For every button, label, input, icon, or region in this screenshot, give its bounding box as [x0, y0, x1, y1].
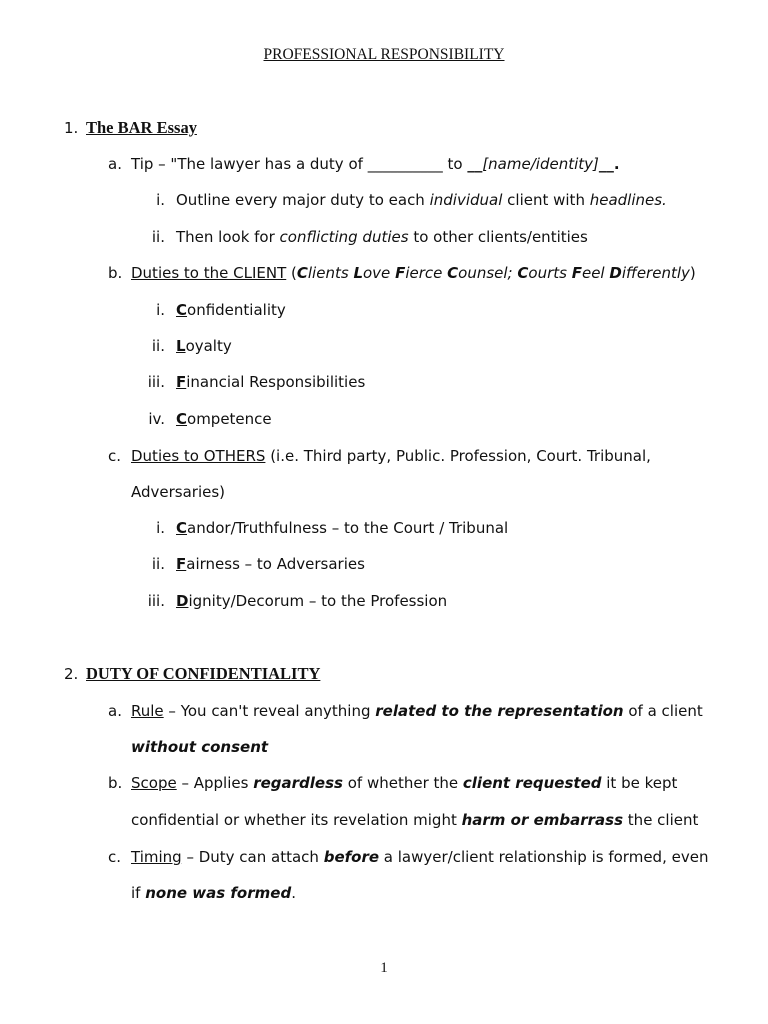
- item-1c-i-text: Candor/Truthfulness – to the Court / Tribunal: [176, 519, 509, 537]
- item-1b-text: Duties to the CLIENT (Clients Love Fierce Counsel; Courts Feel Differently): [131, 264, 696, 282]
- item-1c-ii-marker: ii.: [151, 555, 165, 573]
- item-1c-text-continued: Adversaries): [131, 483, 226, 501]
- item-1a-text: Tip – "The lawyer has a duty of __________ to __[name/identity]__.: [131, 155, 620, 173]
- item-1a-ii-marker: ii.: [151, 228, 165, 246]
- item-1c-iii-marker: iii.: [147, 592, 165, 610]
- item-1b-ii-text: Loyalty: [176, 337, 232, 355]
- item-1c-text: Duties to OTHERS (i.e. Third party, Public. Profession, Court. Tribunal,: [131, 447, 651, 465]
- item-1b-marker: b.: [108, 264, 123, 282]
- section-2-heading: DUTY OF CONFIDENTIALITY: [86, 664, 321, 683]
- item-1b-i-marker: i.: [156, 301, 165, 319]
- item-1b-i-text: Confidentiality: [176, 301, 286, 319]
- section-1-heading: The BAR Essay: [86, 118, 197, 137]
- item-1a-i-text: Outline every major duty to each individual client with headlines.: [176, 191, 667, 209]
- item-2a-text-continued: without consent: [131, 738, 269, 756]
- item-2b-marker: b.: [108, 774, 123, 792]
- item-1c-ii-text: Fairness – to Adversaries: [176, 555, 365, 573]
- section-1-number: 1.: [64, 119, 79, 137]
- item-1a-marker: a.: [108, 155, 122, 173]
- item-1a-i-marker: i.: [156, 191, 165, 209]
- item-1b-iii-marker: iii.: [147, 373, 165, 391]
- item-1b-iv-text: Competence: [176, 410, 272, 428]
- section-2-number: 2.: [64, 665, 79, 683]
- item-1c-marker: c.: [108, 447, 122, 465]
- item-2c-text: Timing – Duty can attach before a lawyer/client relationship is formed, even: [131, 848, 709, 866]
- item-1b-ii-marker: ii.: [151, 337, 165, 355]
- item-2b-text-continued: confidential or whether its revelation might harm or embarrass the client: [131, 811, 699, 829]
- item-2b-text: Scope – Applies regardless of whether the client requested it be kept: [131, 774, 678, 792]
- item-1b-iii-text: Financial Responsibilities: [176, 373, 366, 391]
- item-2c-text-continued: if none was formed.: [131, 884, 296, 902]
- item-2a-text: Rule – You can't reveal anything related to the representation of a client: [131, 702, 703, 720]
- document-title: PROFESSIONAL RESPONSIBILITY: [263, 46, 505, 63]
- item-2c-marker: c.: [108, 848, 122, 866]
- item-1c-iii-text: Dignity/Decorum – to the Profession: [176, 592, 448, 610]
- page-number: 1: [380, 960, 388, 976]
- item-1a-ii-text: Then look for conflicting duties to other clients/entities: [176, 228, 588, 246]
- item-1c-i-marker: i.: [156, 519, 165, 537]
- item-1b-iv-marker: iv.: [148, 410, 165, 428]
- item-2a-marker: a.: [108, 702, 122, 720]
